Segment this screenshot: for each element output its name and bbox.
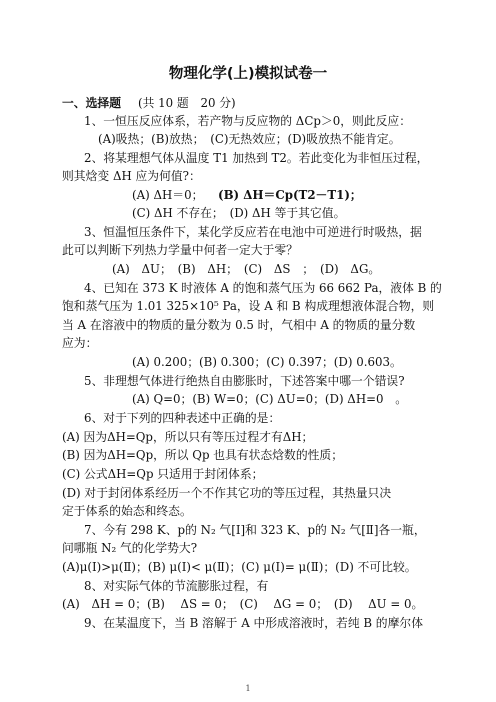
question-option: (C) 公式ΔH=Qp 只适用于封闭体系； — [62, 467, 264, 481]
question-option: (D) 对于封闭体系经历一个不作其它功的等压过程，其热量只决 — [62, 486, 392, 500]
question-option-b: (B) ΔH＝Cp(T2－T1)； — [218, 188, 362, 202]
question-option: (B) 因为ΔH=Qp，所以 Qp 也具有状态焓数的性质； — [62, 448, 344, 462]
question-text: 4、已知在 373 K 时液体 A 的饱和蒸气压为 66 662 Pa，液体 B 的 — [84, 281, 442, 295]
question-text: 6、对于下列的四种表述中正确的是： — [84, 411, 281, 425]
question-options: (A) Q=0；(B) W=0；(C) ΔU=0；(D) ΔH=0 。 — [132, 392, 408, 406]
question-options: (C) ΔH 不存在； (D) ΔH 等于其它值。 — [132, 206, 346, 220]
page-number: 1 — [245, 684, 251, 693]
question-options: (A) 0.200；(B) 0.300；(C) 0.397；(D) 0.603。 — [132, 355, 402, 369]
question-option-a: (A) ΔH＝0； — [132, 188, 204, 202]
section-note: (共 10 题 20 分) — [138, 96, 236, 110]
question-option: (A) 因为ΔH=Qp，所以只有等压过程才有ΔH； — [62, 430, 314, 444]
question-text: 饱和蒸气压为 1.01 325×10⁵ Pa，设 A 和 B 构成理想液体混合物，则 — [62, 299, 435, 313]
question-text: 2、将某理想气体从温度 T1 加热到 T2。若此变化为非恒压过程， — [84, 151, 429, 165]
question-text: 则其焓变 ΔH 应为何值?： — [62, 169, 201, 183]
question-text: 7、今有 298 K、p的 N₂ 气[Ⅰ]和 323 K、p的 N₂ 气[Ⅱ]各一瓶， — [84, 523, 426, 537]
question-text: 应为： — [62, 336, 98, 350]
question-text: 5、非理想气体进行绝热自由膨胀时，下述答案中哪一个错误? — [84, 374, 405, 388]
question-text: 9、在某温度下，当 B 溶解于 A 中形成溶液时，若纯 B 的摩尔体 — [84, 616, 423, 630]
question-text: 当 A 在溶液中的物质的量分数为 0.5 时，气相中 A 的物质的量分数 — [62, 318, 416, 332]
question-text: 1、一恒压反应体系，若产物与反应物的 ΔCp＞0，则此反应： — [84, 114, 411, 128]
question-text: 8、对实际气体的节流膨胀过程，有 — [84, 579, 269, 593]
page-title: 物理化学(上)模拟试卷一 — [168, 66, 328, 82]
question-text: 此可以判断下列热力学量中何者一定大于零？ — [62, 243, 298, 257]
question-text: 3、恒温恒压条件下，某化学反应若在电池中可逆进行时吸热，据 — [84, 225, 422, 239]
question-options: (A)μ(Ⅰ)>μ(Ⅱ)；(B) μ(Ⅰ)< μ(Ⅱ)；(C) μ(Ⅰ)= μ(Ⅱ)；(D) 不可比较。 — [62, 560, 417, 574]
question-options: (A) ΔU； (B) ΔH； (C) ΔS ； (D) ΔG。 — [112, 262, 381, 276]
question-text: 问哪瓶 N₂ 气的化学势大? — [62, 541, 198, 555]
section-heading: 一、选择题 — [62, 96, 121, 110]
question-options: (A) ΔH = 0；(B) ΔS = 0； (C) ΔG = 0； (D) ΔU = 0。 — [62, 597, 424, 611]
question-options: (A)吸热；(B)放热； (C)无热效应；(D)吸放热不能肯定。 — [98, 132, 401, 146]
question-option: 定于体系的始态和终态。 — [62, 504, 192, 518]
